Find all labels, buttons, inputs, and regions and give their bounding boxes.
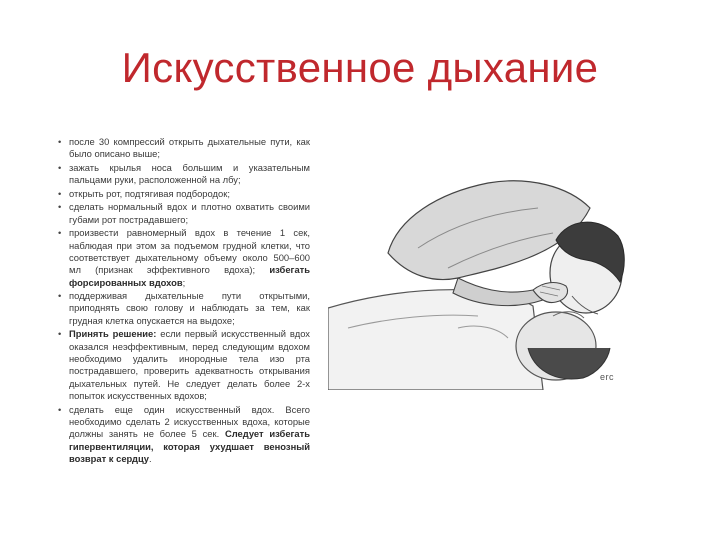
list-item (58, 328, 310, 402)
step-bold-text: избегать форсированных вдохов (69, 264, 310, 288)
list-item (58, 227, 310, 289)
instruction-list (58, 136, 310, 496)
step-text: сделать нормальный вдох и плотно охватить своими губами рот пострадавшего; (69, 201, 310, 225)
step-text: если первый искусственный вдох оказался неэффективным, перед следующим вдохом необходимо удалить инородные тела изо рта пострадавшего, проверить адекватность открывания дыхательных путей. Не следует делать более 2-х попыток искусственных вдохов; (69, 328, 310, 401)
list-item (58, 201, 310, 226)
step-bold-text: Следует избегать гипервентиляции, которая ухудшает венозный возврат к сердцу (69, 428, 310, 464)
list-item (58, 162, 310, 187)
list-item (58, 404, 310, 466)
rescue-breathing-illustration (328, 178, 630, 390)
step-text: после 30 компрессий открыть дыхательные пути, как было описано выше; (69, 136, 310, 160)
step-text: сделать еще один искусственный вдох. Всего необходимо сделать 2 искусственных вдоха, которые должны занять не более 5 сек. (69, 403, 310, 440)
list-item (58, 136, 310, 161)
watermark: erc (600, 372, 615, 382)
step-lead: Принять решение: (69, 328, 157, 340)
rescue-breathing-drawing (328, 178, 630, 390)
step-text: зажать крылья носа большим и указательным пальцами руки, расположенной на лбу; (69, 161, 310, 186)
step-tail: . (148, 452, 152, 464)
slide-title: Искусственное дыхание (121, 44, 599, 91)
list-item (58, 290, 310, 327)
list-item (58, 188, 310, 200)
step-text: произвести равномерный вдох в течение 1 сек, наблюдая при этом за подъемом грудной клетки, что соответствует дыхательному объему около 500–600 мл (признак эффективного вдоха); (69, 227, 310, 276)
step-text: открыть рот, подтягивая подбородок; (69, 187, 230, 199)
step-text: поддерживая дыхательные пути открытыми, приподнять свою голову и наблюдать за тем, как грудная клетка опускается на выдохе; (69, 290, 310, 326)
step-tail: ; (182, 276, 186, 288)
